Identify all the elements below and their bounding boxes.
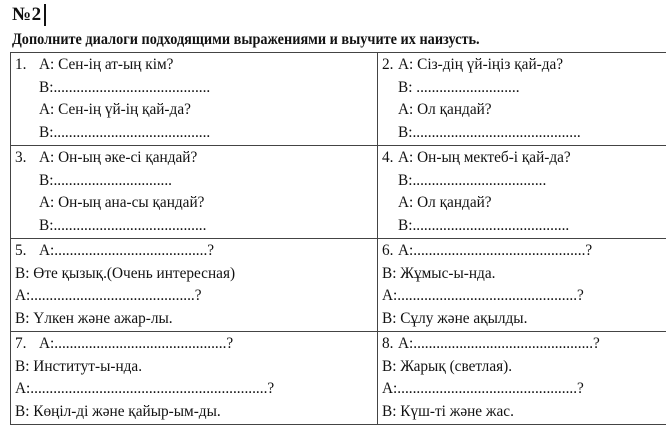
table-row xyxy=(11,332,666,425)
dialogue-line: В: Күш-ті және жас. xyxy=(382,402,514,420)
dialogue-line: В:............................................ xyxy=(398,123,581,141)
instruction-text: Дополните диалоги подходящими выражениями и выучите их наизусть. xyxy=(12,31,480,48)
dialogue-cell-6 xyxy=(378,239,666,332)
dialogue-number: 5. xyxy=(15,242,27,259)
dialogue-line: В: Үлкен және ажар-лы. xyxy=(15,309,173,327)
dialogue-line: В: Көңіл-ді және қайыр-ым-ды. xyxy=(15,402,221,420)
dialogue-line: А:...........................................? xyxy=(15,287,202,304)
dialogue-line: А:.............................................? xyxy=(398,242,593,259)
dialogue-cell-5 xyxy=(11,239,378,332)
dialogue-line: А:........................................? xyxy=(39,242,215,259)
dialogue-number: 8. xyxy=(382,335,394,352)
dialogue-line: А: Сен-ің үй-ің қай-да? xyxy=(39,101,191,118)
dialogue-line: В: Институт-ы-нда. xyxy=(15,357,143,375)
dialogue-line: А:..............................................................? xyxy=(15,380,275,397)
dialogue-line: В:............................... xyxy=(39,171,173,189)
dialogue-line: В:......................................... xyxy=(398,216,570,234)
dialogue-line: А: Ол қандай? xyxy=(398,194,492,211)
dialogue-table xyxy=(10,52,666,425)
dialogue-line: А:...............................................? xyxy=(398,335,600,352)
dialogue-line: А: Он-ың әке-сі қандай? xyxy=(39,149,198,166)
dialogue-line: А: Сен-ің ат-ың кім? xyxy=(39,56,174,73)
dialogue-line: В: ........................... xyxy=(398,78,520,96)
dialogue-line: В: Жарық (светлая). xyxy=(382,357,513,375)
task-number-text: №2 xyxy=(12,4,42,25)
dialogue-line: А: Он-ың мектеб-і қай-да? xyxy=(398,149,571,166)
dialogue-line: А: Сіз-дің үй-іңіз қай-да? xyxy=(398,56,564,73)
dialogue-number: 3. xyxy=(15,149,27,166)
dialogue-number: 6. xyxy=(382,242,394,259)
dialogue-line: В:........................................ xyxy=(39,216,207,234)
dialogue-line: А: Он-ың ана-сы қандай? xyxy=(39,194,205,211)
dialogue-line: В:................................... xyxy=(398,171,547,189)
dialogue-line: В:......................................... xyxy=(39,123,211,141)
dialogue-line: А:...............................................? xyxy=(382,287,584,304)
dialogue-cell-4 xyxy=(378,146,666,239)
text-cursor xyxy=(44,4,46,26)
table-row xyxy=(11,53,666,146)
dialogue-number: 2. xyxy=(382,56,394,73)
table-row xyxy=(11,146,666,239)
dialogue-cell-2 xyxy=(378,53,666,146)
dialogue-cell-3 xyxy=(11,146,378,239)
dialogue-cell-1 xyxy=(11,53,378,146)
dialogue-line: В: Өте қызық.(Очень интересная) xyxy=(15,264,236,282)
dialogue-number: 4. xyxy=(382,149,394,166)
dialogue-number: 7. xyxy=(15,335,27,352)
dialogue-line: А:.............................................? xyxy=(39,335,234,352)
dialogue-line: В:......................................... xyxy=(39,78,211,96)
task-number xyxy=(12,4,46,26)
dialogue-cell-8 xyxy=(378,332,666,425)
table-row xyxy=(11,239,666,332)
dialogue-line: А:...............................................? xyxy=(382,380,584,397)
dialogue-line: В: Жұмыс-ы-нда. xyxy=(382,264,496,282)
dialogue-cell-7 xyxy=(11,332,378,425)
dialogue-line: А: Ол қандай? xyxy=(398,101,492,118)
dialogue-number: 1. xyxy=(15,56,27,73)
dialogue-line: В: Сұлу және ақылды. xyxy=(382,309,528,327)
